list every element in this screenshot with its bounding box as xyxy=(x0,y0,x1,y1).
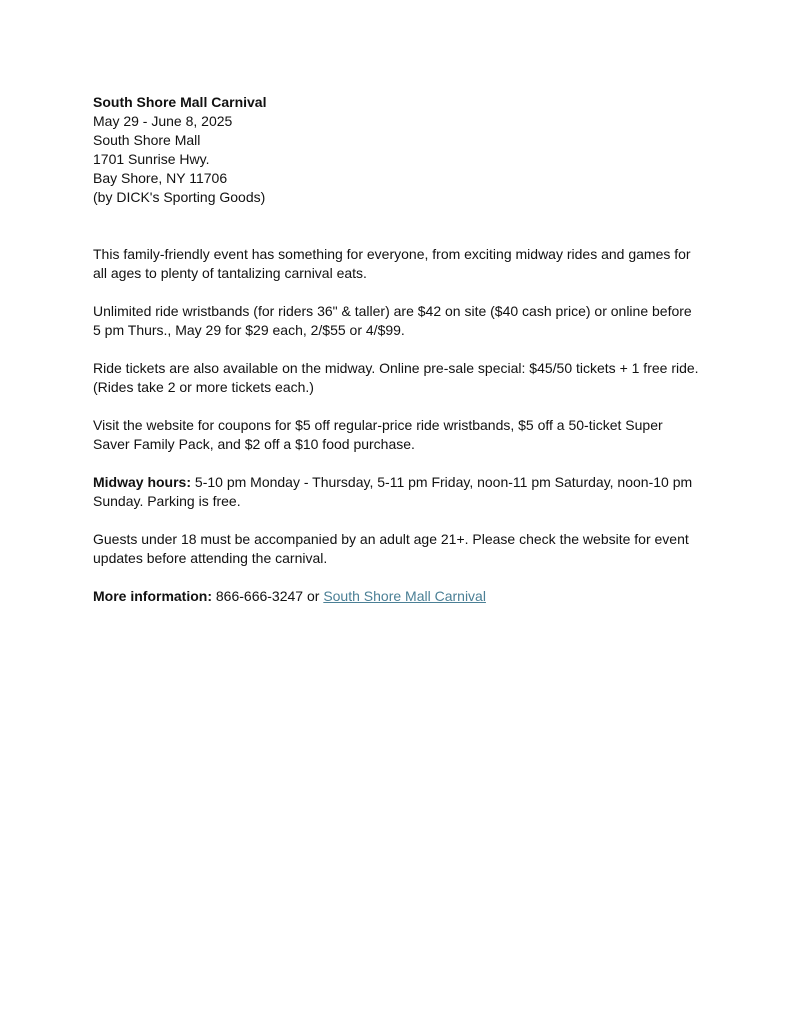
event-city: Bay Shore, NY 11706 xyxy=(93,170,228,186)
wristbands-paragraph: Unlimited ride wristbands (for riders 36" & taller) are $42 on site ($40 cash price) or online before 5 pm Thurs., May 29 for $29 each, 2/$55 or 4/$99. xyxy=(93,303,692,338)
hours-paragraph xyxy=(93,473,703,511)
guests-paragraph: Guests under 18 must be accompanied by an adult age 21+. Please check the website for event updates before attending the carnival. xyxy=(93,531,689,566)
event-venue: South Shore Mall xyxy=(93,132,201,148)
hours-text: 5-10 pm Monday - Thursday, 5-11 pm Friday, noon-11 pm Saturday, noon-10 pm Sunday. Parking is free. xyxy=(93,474,693,509)
document-content xyxy=(93,93,703,625)
event-title: South Shore Mall Carnival xyxy=(93,94,267,110)
more-info-label: More information: xyxy=(93,588,212,604)
event-note: (by DICK's Sporting Goods) xyxy=(93,189,266,205)
more-info-paragraph xyxy=(93,587,703,606)
coupons-paragraph: Visit the website for coupons for $5 off regular-price ride wristbands, $5 off a 50-ticket Super Saver Family Pack, and $2 off a $10 food purchase. xyxy=(93,417,663,452)
intro-paragraph: This family-friendly event has something for everyone, from exciting midway rides and games for all ages to plenty of tantalizing carnival eats. xyxy=(93,246,691,281)
more-info-phone: 866-666-3247 or xyxy=(212,588,324,604)
spacer xyxy=(93,207,703,245)
tickets-paragraph: Ride tickets are also available on the midway. Online pre-sale special: $45/50 tickets + 1 free ride. (Rides take 2 or more tickets each.) xyxy=(93,360,699,395)
carnival-website-link[interactable]: South Shore Mall Carnival xyxy=(323,588,486,604)
event-street: 1701 Sunrise Hwy. xyxy=(93,151,210,167)
event-dates: May 29 - June 8, 2025 xyxy=(93,113,233,129)
event-header xyxy=(93,93,703,207)
hours-label: Midway hours: xyxy=(93,474,192,490)
